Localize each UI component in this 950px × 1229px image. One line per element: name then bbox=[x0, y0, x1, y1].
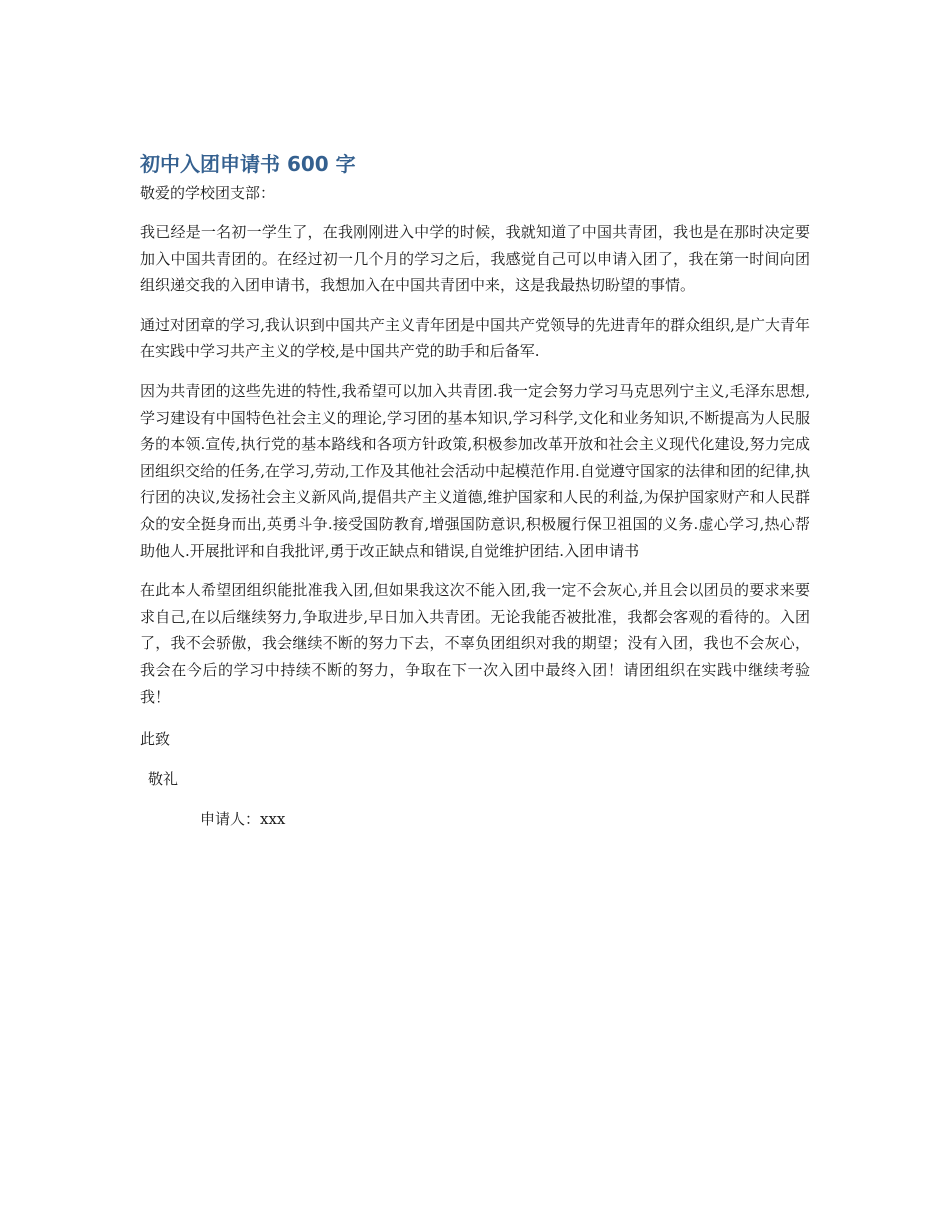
salutation: 敬爱的学校团支部： bbox=[140, 184, 276, 202]
regards: 敬礼 bbox=[148, 770, 179, 789]
closing: 此致 bbox=[140, 730, 171, 749]
document-page bbox=[140, 150, 810, 832]
signature: 申请人：xxx bbox=[200, 810, 286, 829]
paragraph-4: 在此本人希望团组织能批准我入团,但如果我这次不能入团,我一定不会灰心,并且会以团员的要求来要求自己,在以后继续努力,争取进步,早日加入共青团。无论我能否被批准，我都会客观的看待的。入团了，我不会骄傲，我会继续不断的努力下去，不辜负团组织对我的期望；没有入团，我也不会灰心，我会在今后的学习中持续不断的努力，争取在下一次入团中最终入团！请团组织在实践中继续考验我！ bbox=[140, 581, 810, 706]
paragraph-1: 我已经是一名初一学生了，在我刚刚进入中学的时候，我就知道了中国共青团，我也是在那时决定要加入中国共青团的。在经过初一几个月的学习之后，我感觉自己可以申请入团了，我在第一时间向团组织递交我的入团申请书，我想加入在中国共青团中来，这是我最热切盼望的事情。 bbox=[140, 223, 810, 295]
paragraph-2: 通过对团章的学习,我认识到中国共产主义青年团是中国共产党领导的先进青年的群众组织,是广大青年在实践中学习共产主义的学校,是中国共产党的助手和后备军. bbox=[140, 315, 810, 361]
paragraph-3: 因为共青团的这些先进的特性,我希望可以加入共青团.我一定会努力学习马克思列宁主义,毛泽东思想,学习建设有中国特色社会主义的理论,学习团的基本知识,学习科学,文化和业务知识,不断提高为人民服务的本领.宣传,执行党的基本路线和各项方针政策,积极参加改革开放和社会主义现代化建设,努力完成团组织交给的任务,在学习,劳动,工作及其他社会活动中起模范作用.自觉遵守国家的法律和团的纪律,执行团的决议,发扬社会主义新风尚,提倡共产主义道德,维护国家和人民的利益,为保护国家财产和人民群众的安全挺身而出,英勇斗争.接受国防教育,增强国防意识,积极履行保卫祖国的义务.虚心学习,热心帮助他人.开展批评和自我批评,勇于改正缺点和错误,自觉维护团结.入团申请书 bbox=[140, 381, 810, 560]
document-title: 初中入团申请书 600 字 bbox=[140, 152, 356, 176]
